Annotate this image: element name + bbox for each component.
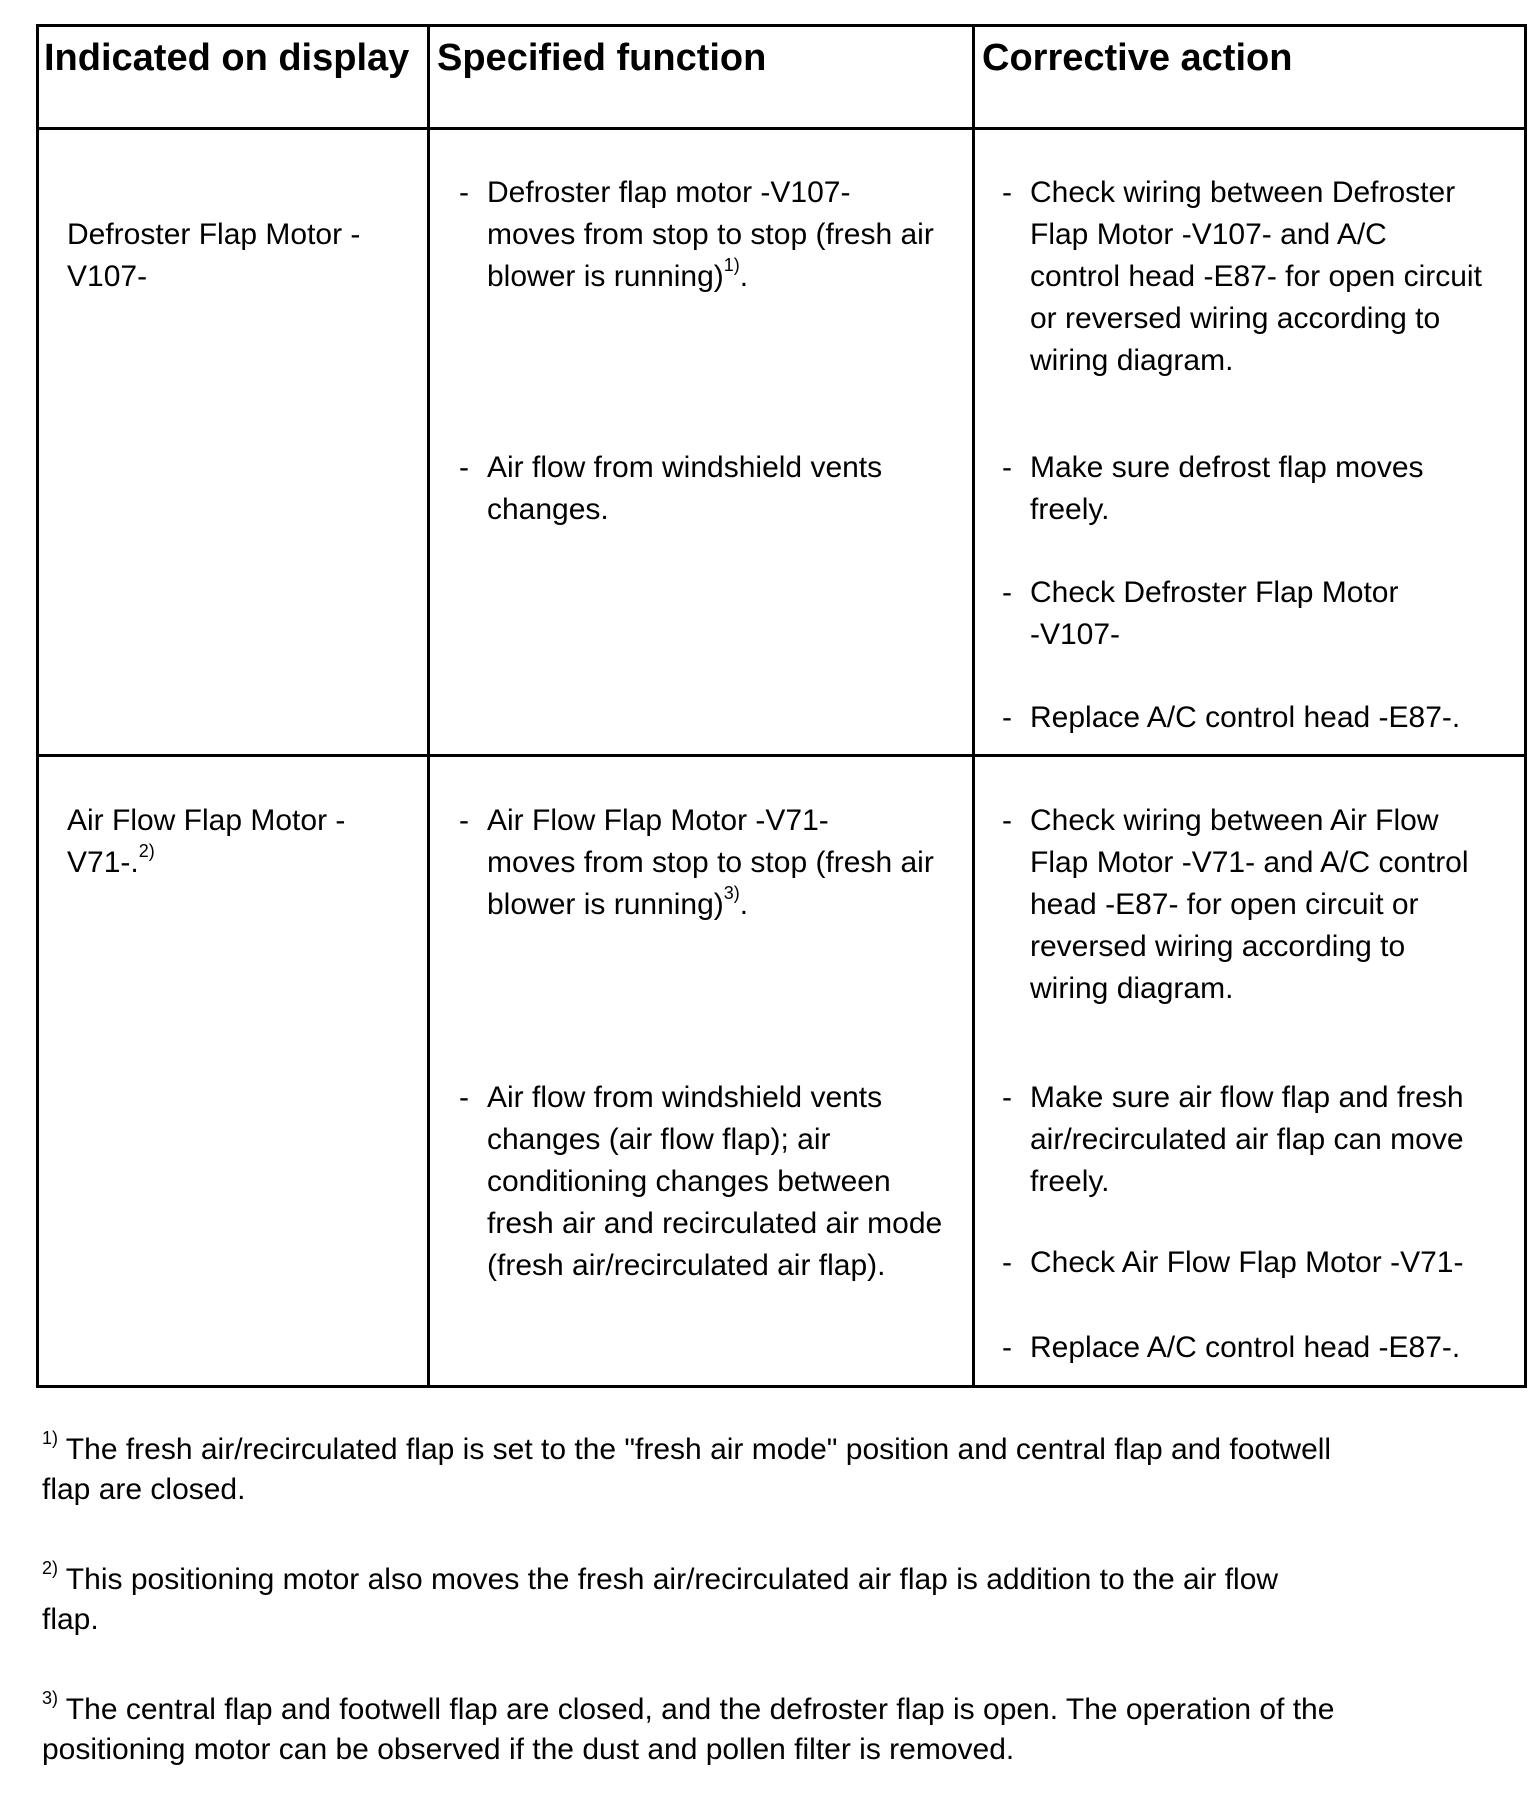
row2-function-1: [459, 800, 959, 926]
column-divider-1: [427, 27, 430, 1385]
row1-function-1-suffix: .: [739, 260, 749, 293]
row2-function-2: [459, 1077, 959, 1287]
bullet-dash: -: [1002, 1246, 1012, 1279]
row1-action-2: [1002, 447, 1512, 531]
row1-action-3: [1002, 572, 1512, 656]
row1-function-2-text: Air flow from windshield vents changes.: [487, 451, 883, 526]
row1-function-2: [459, 447, 959, 531]
row2-action-4-text: Replace A/C control head -E87-.: [1030, 1331, 1461, 1364]
row2-action-3-text: Check Air Flow Flap Motor -V71-: [1030, 1246, 1464, 1279]
row2-action-2-text: Make sure air flow flap and fresh air/recirculated air flap can move freely.: [1030, 1081, 1464, 1198]
footnote-2-text: This positioning motor also moves the fresh air/recirculated air flap is addition to the air flow flap.: [42, 1563, 1279, 1636]
footnote-3: [42, 1690, 1442, 1770]
row1-action-2-text: Make sure defrost flap moves freely.: [1030, 451, 1424, 526]
footnote-3-text: The central flap and footwell flap are closed, and the defroster flap is open. The operation of the positioning motor can be observed if the dust and pollen filter is removed.: [42, 1693, 1335, 1766]
row1-display: [67, 172, 407, 298]
row1-action-3-text: Check Defroster Flap Motor -V107-: [1030, 576, 1399, 651]
row2-function-2-text: Air flow from windshield vents changes (air flow flap); air conditioning changes between fresh air and recirculated air mode (fresh air/recirculated air flap).: [487, 1081, 943, 1282]
row1-action-4: [1002, 697, 1512, 739]
bullet-dash: -: [459, 1081, 469, 1114]
bullet-dash: -: [459, 804, 469, 837]
header-divider: [39, 127, 1524, 130]
bullet-dash: -: [1002, 451, 1012, 484]
row1-function-1-text: Defroster flap motor -V107- moves from stop to stop (fresh air blower is running): [487, 176, 934, 293]
bullet-dash: -: [1002, 176, 1012, 209]
diagnosis-table: [36, 24, 1527, 1388]
row2-display-text: Air Flow Flap Motor - V71-.: [67, 804, 346, 879]
bullet-dash: -: [1002, 576, 1012, 609]
row1-action-1: [1002, 172, 1512, 382]
footnote-3-mark: 3): [42, 1688, 59, 1708]
bullet-dash: -: [459, 451, 469, 484]
bullet-dash: -: [459, 176, 469, 209]
footnote-ref-1: 1): [723, 255, 740, 275]
footnote-ref-2: 2): [138, 841, 155, 861]
footnotes: [42, 1430, 1442, 1820]
row1-function-1: [459, 172, 959, 298]
header-indicated-on-display: Indicated on display: [44, 37, 410, 79]
footnote-ref-3: 3): [723, 883, 740, 903]
header-specified-function: Specified function: [437, 37, 767, 79]
bullet-dash: -: [1002, 1331, 1012, 1364]
header-corrective-action: Corrective action: [982, 37, 1293, 79]
footnote-1-mark: 1): [42, 1428, 59, 1448]
bullet-dash: -: [1002, 701, 1012, 734]
footnote-1-text: The fresh air/recirculated flap is set to the "fresh air mode" position and central flap and footwell flap are closed.: [42, 1433, 1332, 1506]
row2-action-1: [1002, 800, 1512, 1010]
row2-function-1-suffix: .: [739, 888, 749, 921]
row1-action-4-text: Replace A/C control head -E87-.: [1030, 701, 1461, 734]
footnote-2-mark: 2): [42, 1558, 59, 1578]
column-divider-2: [972, 27, 975, 1385]
row2-action-4: [1002, 1327, 1512, 1369]
row2-action-1-text: Check wiring between Air Flow Flap Motor -V71- and A/C control head -E87- for open circuit or reversed wiring according to wiring diagram.: [1030, 804, 1469, 1005]
row2-function-1-text: Air Flow Flap Motor -V71- moves from stop to stop (fresh air blower is running): [487, 804, 934, 921]
footnote-2: [42, 1560, 1442, 1640]
row2-display: [67, 800, 407, 884]
row1-display-text: Defroster Flap Motor - V107-: [67, 218, 361, 293]
bullet-dash: -: [1002, 1081, 1012, 1114]
footnote-1: [42, 1430, 1442, 1510]
bullet-dash: -: [1002, 804, 1012, 837]
row2-action-2: [1002, 1077, 1512, 1203]
row1-action-1-text: Check wiring between Defroster Flap Motor -V107- and A/C control head -E87- for open circuit or reversed wiring according to wiring diagram.: [1030, 176, 1482, 377]
row-divider: [39, 754, 1524, 757]
row2-action-3: [1002, 1242, 1512, 1284]
